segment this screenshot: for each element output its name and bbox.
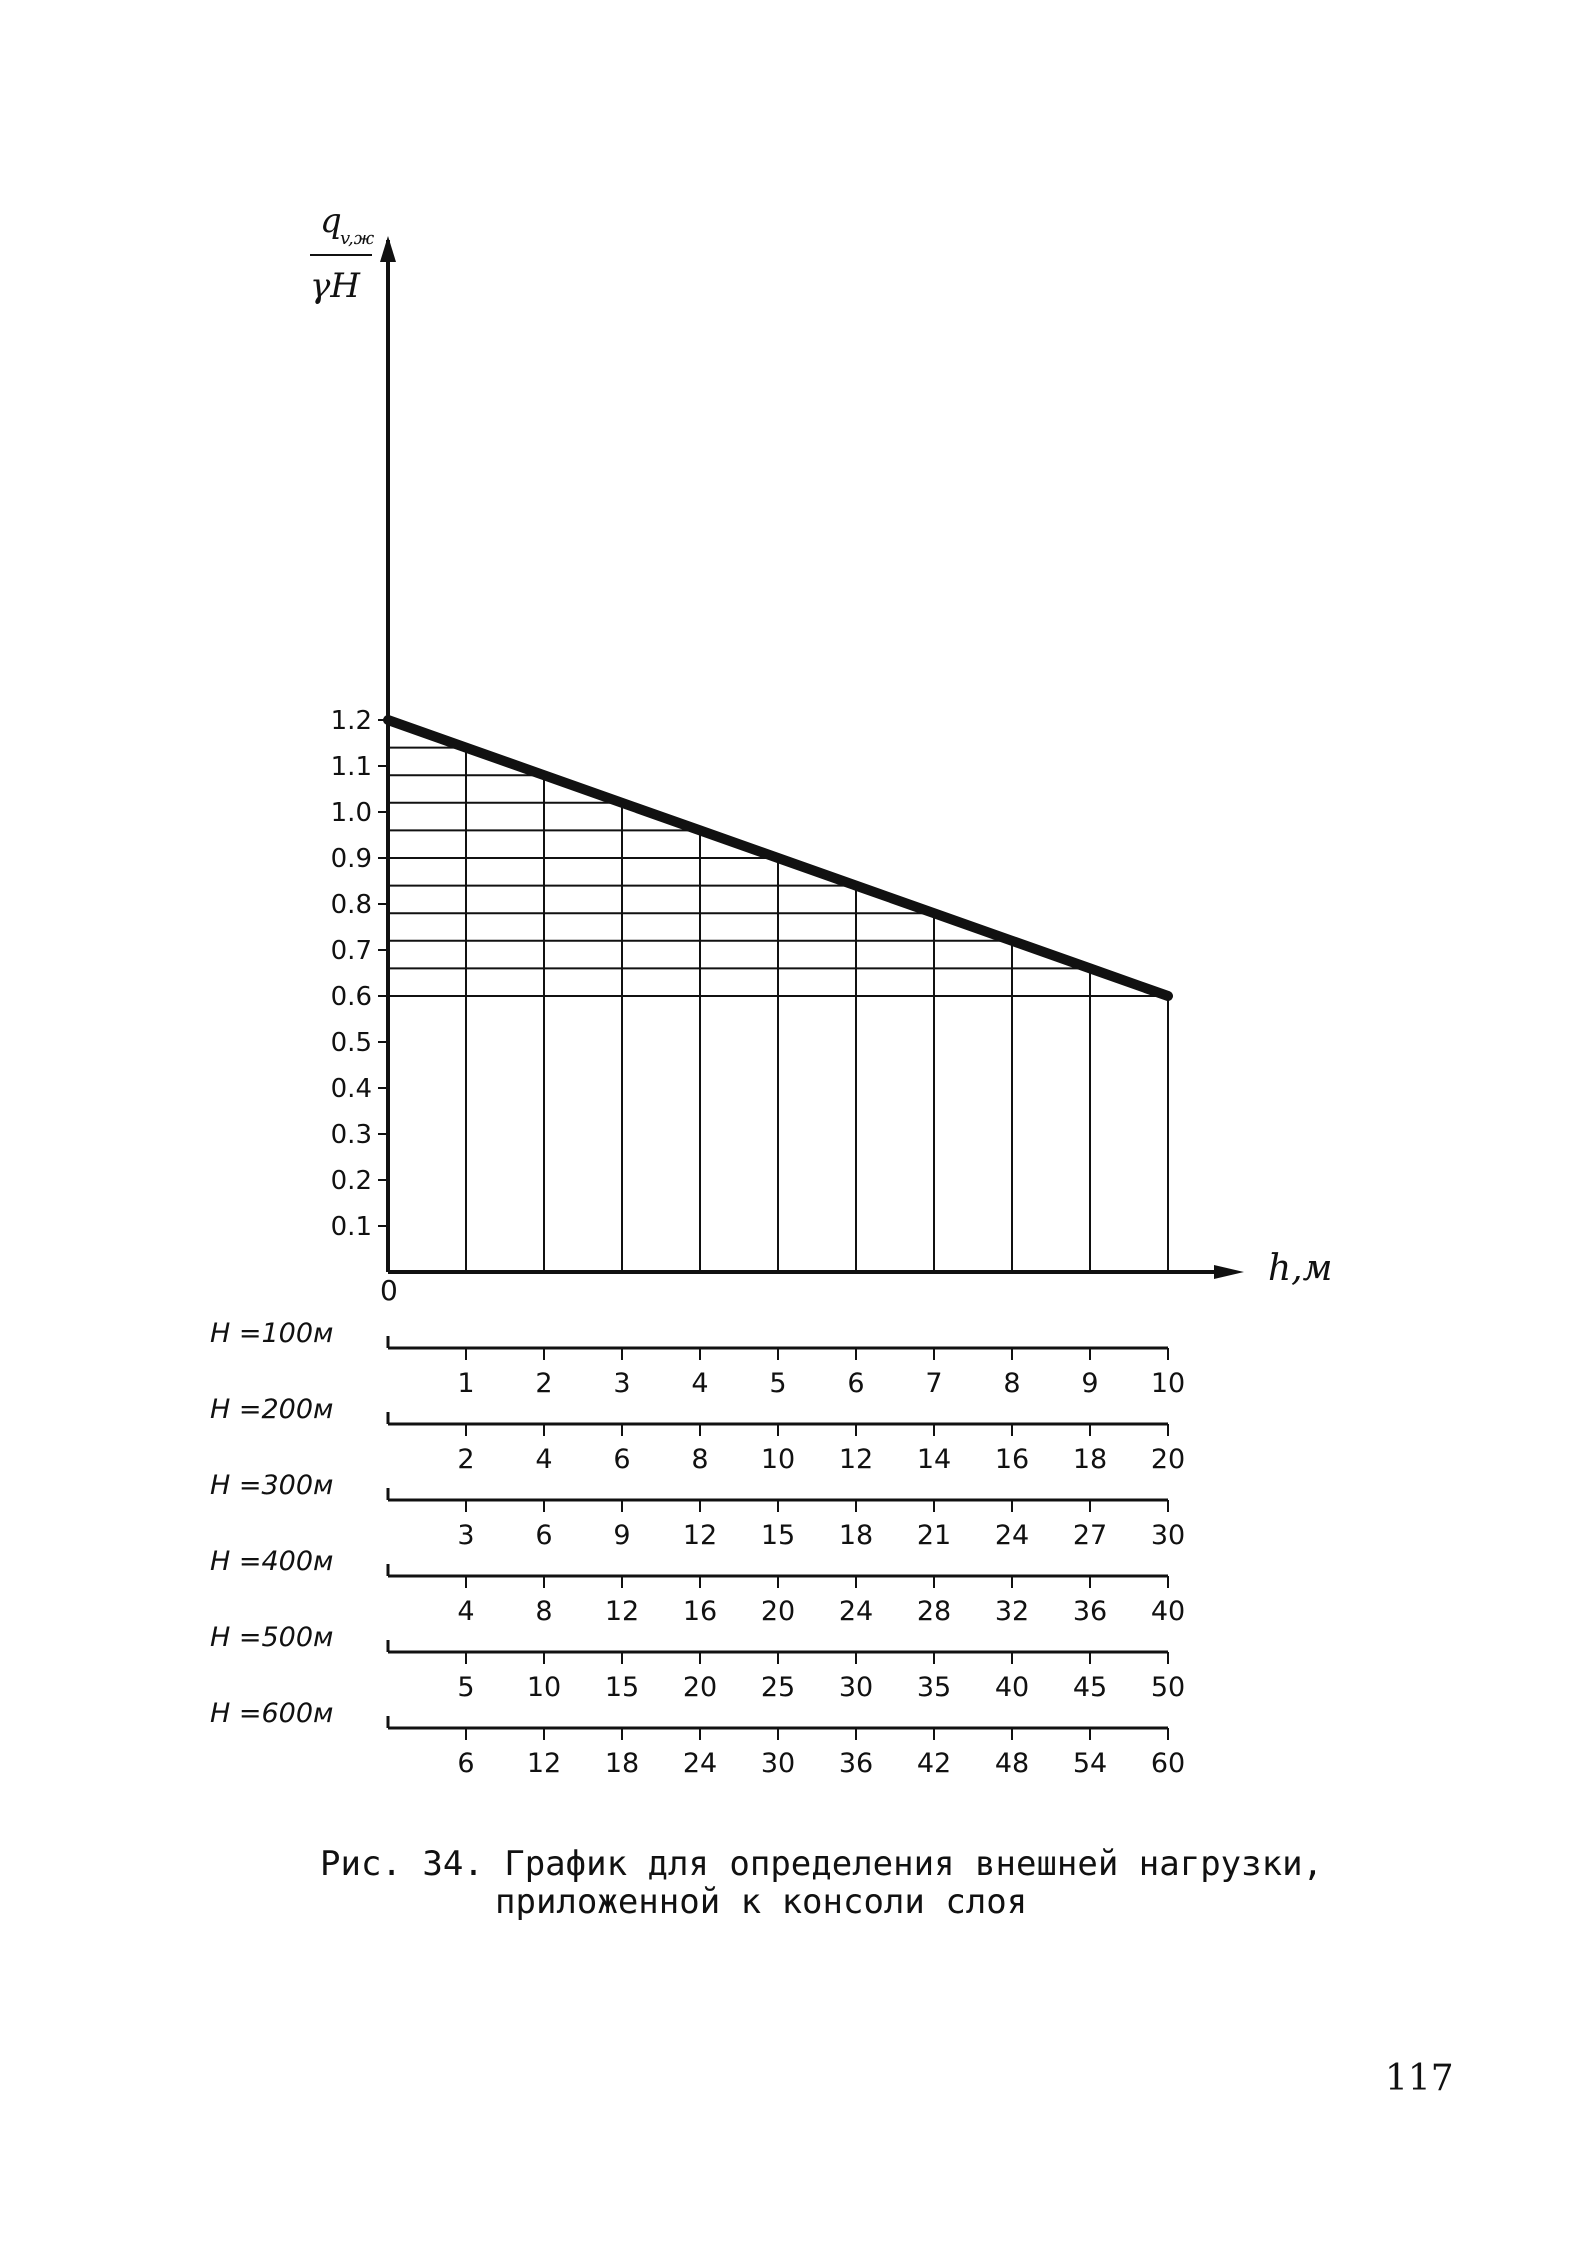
secondary-scale-tick-label: 60 xyxy=(1150,1748,1186,1779)
secondary-scale-tick-label: 6 xyxy=(847,1368,865,1399)
secondary-scale-tick-label: 24 xyxy=(994,1520,1030,1551)
secondary-scale-tick-label: 36 xyxy=(1072,1596,1108,1627)
secondary-scale-tick-label: 24 xyxy=(682,1748,718,1779)
origin-label: 0 xyxy=(380,1274,398,1307)
y-axis-denominator: γH xyxy=(310,266,360,306)
secondary-scale-tick-label: 12 xyxy=(604,1596,640,1627)
secondary-scale-tick-label: 3 xyxy=(613,1368,631,1399)
secondary-scale-tick-label: 18 xyxy=(1072,1444,1108,1475)
secondary-scale-tick-label: 9 xyxy=(613,1520,631,1551)
secondary-scale-tick-label: 8 xyxy=(691,1444,709,1475)
secondary-scale-tick-label: 30 xyxy=(1150,1520,1186,1551)
secondary-scale-label: H =100м xyxy=(210,1318,334,1349)
secondary-scale-tick-label: 10 xyxy=(1150,1368,1186,1399)
secondary-scale-tick-label: 10 xyxy=(760,1444,796,1475)
secondary-scale-tick-label: 30 xyxy=(760,1748,796,1779)
secondary-scale-tick-label: 12 xyxy=(526,1748,562,1779)
secondary-scale-tick-label: 16 xyxy=(994,1444,1030,1475)
secondary-scale-label: H =400м xyxy=(210,1546,334,1577)
secondary-scale-tick-label: 16 xyxy=(682,1596,718,1627)
secondary-scale-tick-label: 20 xyxy=(1150,1444,1186,1475)
secondary-scale-tick-label: 2 xyxy=(457,1444,475,1475)
secondary-scale-tick-label: 8 xyxy=(1003,1368,1021,1399)
secondary-scale-label: H =500м xyxy=(210,1622,334,1653)
secondary-scale-tick-label: 6 xyxy=(613,1444,631,1475)
secondary-scale-tick-label: 20 xyxy=(760,1596,796,1627)
secondary-scale-tick-label: 20 xyxy=(682,1672,718,1703)
secondary-scale-tick-label: 18 xyxy=(838,1520,874,1551)
caption-line-1: Рис. 34. График для определения внешней нагрузки, xyxy=(320,1844,1324,1884)
secondary-scale-tick-label: 12 xyxy=(838,1444,874,1475)
secondary-scale-tick-label: 27 xyxy=(1072,1520,1108,1551)
y-tick-labels xyxy=(331,706,388,1242)
secondary-scale-tick-label: 4 xyxy=(457,1596,475,1627)
y-tick-label: 0.9 xyxy=(330,844,372,874)
y-tick-label: 0.3 xyxy=(330,1120,372,1150)
y-axis-numerator-sub: v,ж xyxy=(340,228,375,249)
secondary-scale-tick-label: 50 xyxy=(1150,1672,1186,1703)
y-tick-label: 0.4 xyxy=(330,1074,372,1104)
grid-lines xyxy=(388,748,1168,1272)
secondary-scale-tick-label: 40 xyxy=(1150,1596,1186,1627)
secondary-scale-label: H =600м xyxy=(210,1698,334,1729)
secondary-scales xyxy=(210,1318,1185,1779)
secondary-scale xyxy=(210,1318,1185,1399)
secondary-scale-tick-label: 35 xyxy=(916,1672,952,1703)
y-tick-label: 0.5 xyxy=(330,1028,372,1058)
secondary-scale xyxy=(210,1698,1185,1779)
secondary-scale xyxy=(210,1394,1185,1475)
y-tick-label: 0.2 xyxy=(330,1166,372,1196)
secondary-scale-tick-label: 8 xyxy=(535,1596,553,1627)
secondary-scale xyxy=(210,1546,1185,1627)
secondary-scale-tick-label: 5 xyxy=(457,1672,475,1703)
y-tick-label: 0.8 xyxy=(330,890,372,920)
x-axis-arrow xyxy=(1214,1265,1244,1279)
y-tick-label: 1.0 xyxy=(330,798,372,828)
secondary-scale-tick-label: 32 xyxy=(994,1596,1030,1627)
secondary-scale-tick-label: 1 xyxy=(457,1368,475,1399)
secondary-scale-tick-label: 30 xyxy=(838,1672,874,1703)
secondary-scale-label: H =200м xyxy=(210,1394,334,1425)
secondary-scale-tick-label: 36 xyxy=(838,1748,874,1779)
y-tick-label: 1.1 xyxy=(330,752,372,782)
secondary-scale-tick-label: 40 xyxy=(994,1672,1030,1703)
secondary-scale-tick-label: 14 xyxy=(916,1444,952,1475)
secondary-scale-tick-label: 4 xyxy=(535,1444,553,1475)
secondary-scale-tick-label: 28 xyxy=(916,1596,952,1627)
secondary-scale-tick-label: 15 xyxy=(604,1672,640,1703)
secondary-scale-tick-label: 45 xyxy=(1072,1672,1108,1703)
figure-caption xyxy=(320,1845,1420,1921)
x-axis-title: h,м xyxy=(1268,1248,1333,1289)
y-axis-title xyxy=(310,201,375,306)
secondary-scale-tick-label: 5 xyxy=(769,1368,787,1399)
secondary-scale-tick-label: 48 xyxy=(994,1748,1030,1779)
y-tick-label: 0.6 xyxy=(330,982,372,1012)
secondary-scale-label: H =300м xyxy=(210,1470,334,1501)
caption-line-2: приложенной к консоли слоя xyxy=(495,1882,1028,1922)
y-tick-label: 0.7 xyxy=(330,936,372,966)
secondary-scale-tick-label: 24 xyxy=(838,1596,874,1627)
y-tick-label: 1.2 xyxy=(330,706,372,736)
secondary-scale-tick-label: 6 xyxy=(457,1748,475,1779)
secondary-scale-tick-label: 12 xyxy=(682,1520,718,1551)
y-axis-numerator: q xyxy=(320,201,342,241)
axes xyxy=(380,236,1244,1279)
secondary-scale xyxy=(210,1622,1185,1703)
page-number: 117 xyxy=(1385,2058,1454,2099)
secondary-scale-tick-label: 9 xyxy=(1081,1368,1099,1399)
secondary-scale-tick-label: 42 xyxy=(916,1748,952,1779)
secondary-scale-tick-label: 15 xyxy=(760,1520,796,1551)
secondary-scale xyxy=(210,1470,1185,1551)
y-axis-arrow xyxy=(380,236,396,262)
secondary-scale-tick-label: 3 xyxy=(457,1520,475,1551)
secondary-scale-tick-label: 4 xyxy=(691,1368,709,1399)
secondary-scale-tick-label: 21 xyxy=(916,1520,952,1551)
secondary-scale-tick-label: 6 xyxy=(535,1520,553,1551)
secondary-scale-tick-label: 18 xyxy=(604,1748,640,1779)
secondary-scale-tick-label: 54 xyxy=(1072,1748,1108,1779)
y-tick-label: 0.1 xyxy=(330,1212,372,1242)
secondary-scale-tick-label: 2 xyxy=(535,1368,553,1399)
secondary-scale-tick-label: 7 xyxy=(925,1368,943,1399)
secondary-scale-tick-label: 25 xyxy=(760,1672,796,1703)
secondary-scale-tick-label: 10 xyxy=(526,1672,562,1703)
